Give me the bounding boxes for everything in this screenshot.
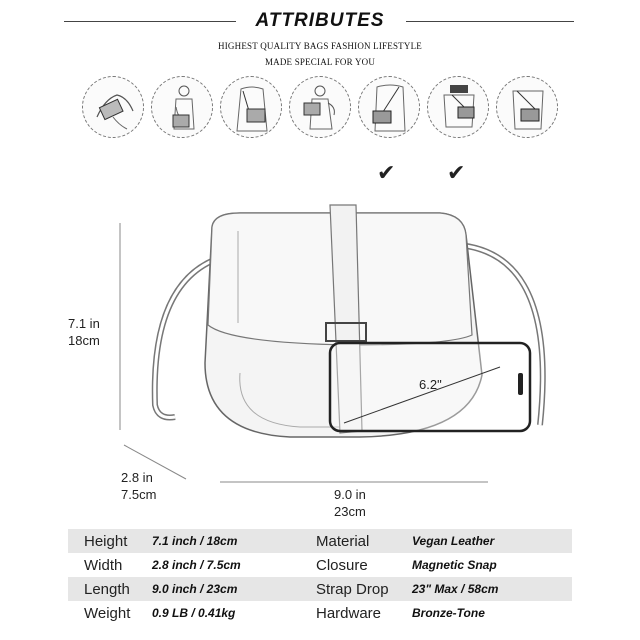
spec-row-length [68, 577, 572, 601]
spec-value: Vegan Leather [412, 534, 495, 548]
spec-value: Bronze-Tone [412, 606, 485, 620]
height-dimension-label [68, 315, 100, 349]
usage-icons-row [80, 76, 560, 156]
spec-key: Height [84, 532, 128, 550]
width-cm: 23cm [334, 504, 366, 519]
top-handle-icon [151, 76, 213, 138]
shoulder-front-icon [220, 76, 282, 138]
height-in: 7.1 in [68, 316, 100, 331]
spec-row-weight [68, 601, 572, 625]
spec-key: Length [84, 580, 130, 598]
spec-key: Width [84, 556, 123, 574]
hand-held-icon [82, 76, 144, 138]
spec-key: Weight [84, 604, 131, 622]
crossbody-check-icon: ✔ [377, 160, 396, 185]
shoulder-side-icon [427, 76, 489, 138]
crossbody-icon [358, 76, 420, 138]
height-cm: 18cm [68, 333, 100, 348]
arm-carry-icon [289, 76, 351, 138]
spec-value: 2.8 inch / 7.5cm [152, 558, 241, 572]
spec-key: Hardware [316, 604, 382, 622]
phone-size-label: 6.2" [419, 377, 442, 392]
spec-value: Magnetic Snap [412, 558, 497, 572]
spec-row-height [68, 529, 572, 553]
spec-value: 9.0 inch / 23cm [152, 582, 238, 596]
width-dimension-label [334, 486, 366, 520]
shoulder-side-check-icon: ✔ [447, 160, 466, 185]
subtitle-line-1: HIGHEST QUALITY BAGS FASHION LIFESTYLE [218, 41, 422, 51]
specs-table [68, 529, 572, 625]
depth-cm: 7.5cm [121, 487, 157, 502]
spec-key: Strap Drop [316, 580, 389, 598]
spec-key: Material [316, 532, 370, 550]
spec-key: Closure [316, 556, 368, 574]
width-in: 9.0 in [334, 487, 366, 502]
spec-row-width [68, 553, 572, 577]
depth-in: 2.8 in [121, 470, 153, 485]
spec-value: 7.1 inch / 18cm [152, 534, 238, 548]
back-carry-icon [496, 76, 558, 138]
subtitle-line-2: MADE SPECIAL FOR YOU [264, 57, 376, 67]
page-title: ATTRIBUTES [255, 10, 385, 31]
depth-dimension-label [121, 469, 156, 503]
bag-illustration [0, 195, 640, 525]
spec-value: 23" Max / 58cm [412, 582, 499, 596]
spec-value: 0.9 LB / 0.41kg [152, 606, 236, 620]
